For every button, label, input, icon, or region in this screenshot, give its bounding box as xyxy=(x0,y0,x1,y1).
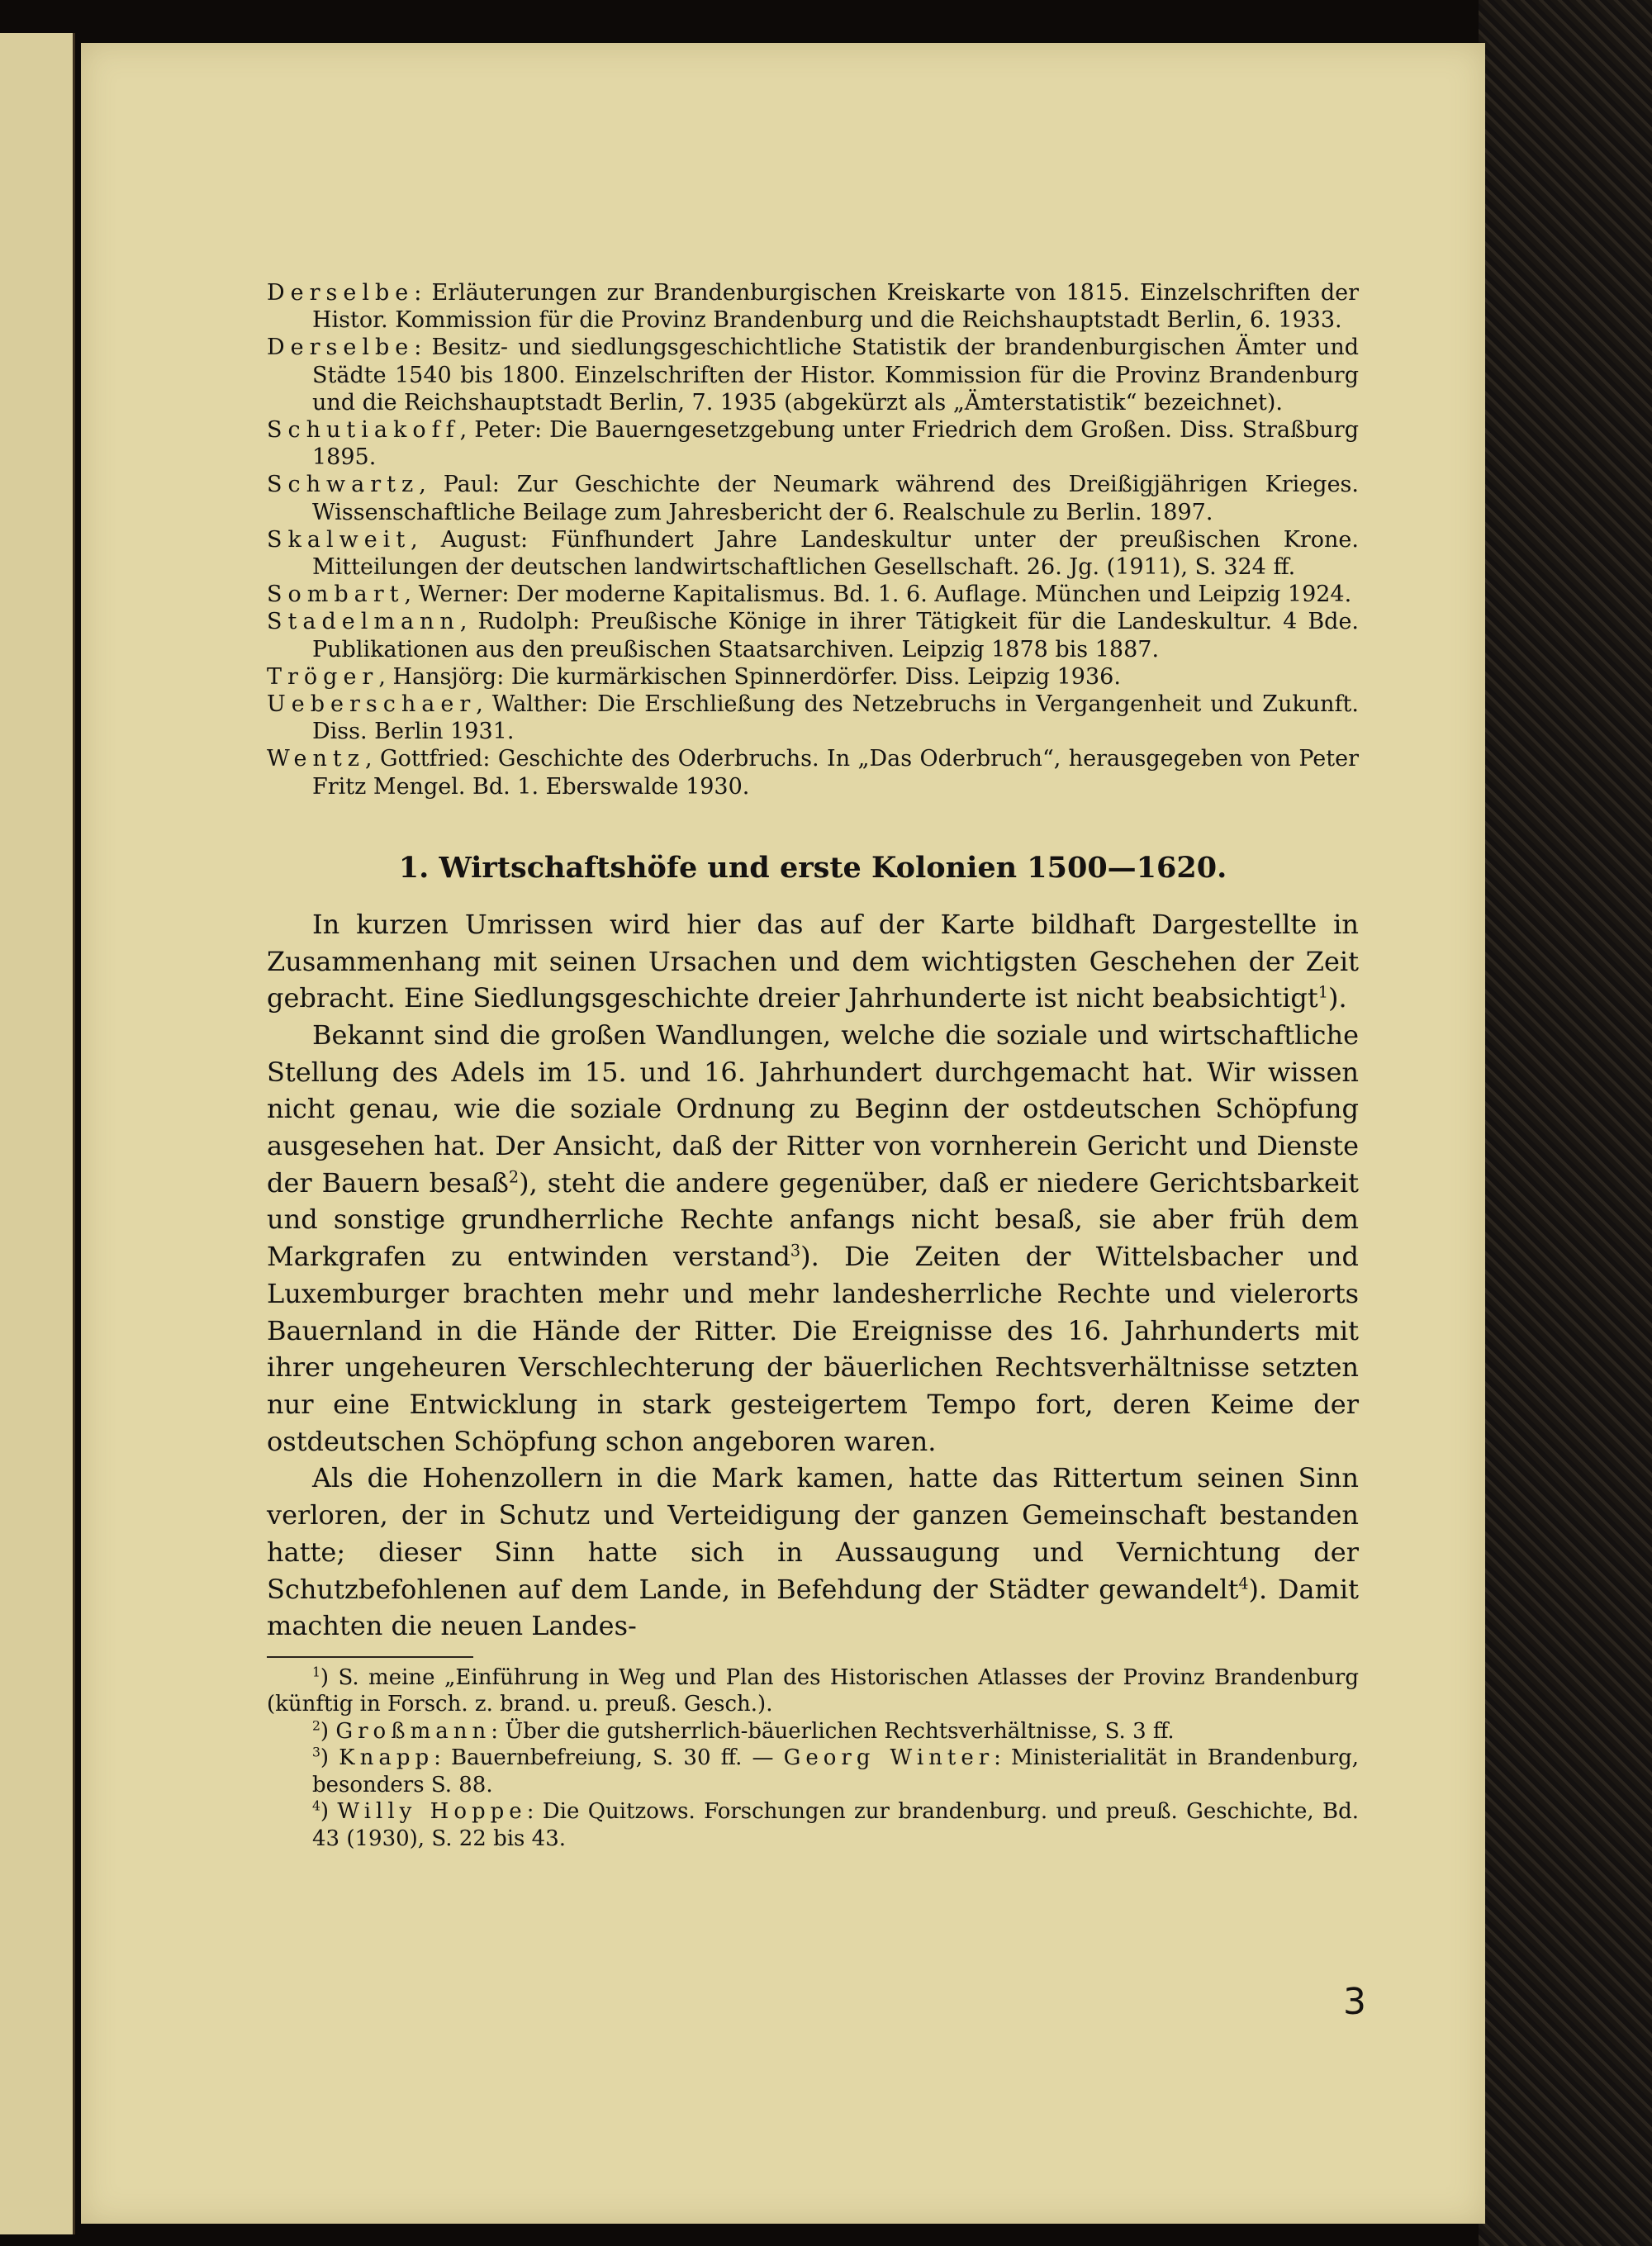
bibliography-entry xyxy=(267,581,1359,608)
paragraph-text: ). xyxy=(1327,982,1347,1014)
entry-author: Stadelmann xyxy=(267,609,460,635)
entry-text: , Walther: Die Erschließung des Netzebruchs in Vergangenheit und Zukunft. Diss. Berlin 1931. xyxy=(312,691,1359,745)
footnotes xyxy=(267,1664,1359,1853)
entry-text: , Hansjörg: Die kurmärkischen Spinnerdörfer. Diss. Leipzig 1936. xyxy=(378,663,1121,690)
footnote-ref: 3 xyxy=(790,1241,801,1261)
footnote-mark: 1 xyxy=(312,1664,320,1680)
paragraph-text: ), steht die andere gegenüber, daß er niedere Gerichtsbarkeit und sonstige grundherrliche Rechte anfangs nicht besaß, sie aber früh dem Markgrafen zu entwinden verstand xyxy=(267,1166,1360,1273)
entry-text: : Erläuterungen zur Brandenburgischen Kreiskarte von 1815. Einzelschriften der Histor. Kommission für die Provinz Brandenburg und die Reichshauptstadt Berlin, 6. 1933. xyxy=(312,280,1359,334)
entry-text: , Paul: Zur Geschichte der Neumark während des Dreißigjährigen Krieges. Wissenschaftliche Beilage zum Jahresbericht der 6. Realschule zu Berlin. 1897. xyxy=(312,472,1359,525)
page-number: 3 xyxy=(1343,1981,1366,2023)
footnote-author: Knapp xyxy=(339,1745,434,1771)
footnote-mark: 2 xyxy=(312,1718,320,1734)
bibliography-entry xyxy=(267,691,1359,745)
book-cover-edge xyxy=(1479,0,1652,2246)
paragraph xyxy=(267,906,1359,1017)
paragraph xyxy=(267,1017,1359,1460)
entry-author: Tröger xyxy=(267,663,379,690)
paragraph-text: ). Damit machten die neuen Landes- xyxy=(267,1573,1360,1642)
footnote-text: : Bauernbefreiung, S. 30 ff. — xyxy=(434,1745,784,1771)
entry-text: , Peter: Die Bauerngesetzgebung unter Friedrich dem Großen. Diss. Straßburg 1895. xyxy=(312,417,1359,471)
footnote-text: ) S. meine „Einführung in Weg und Plan des Historischen Atlasses der Provinz Brandenburg (künftig in Forsch. z. brand. u. preuß. Gesch.). xyxy=(267,1664,1359,1717)
entry-author: Derselbe xyxy=(267,280,415,306)
footnote-text: : Die Quitzows. Forschungen zur brandenburg. und preuß. Geschichte, Bd. 43 (1930), S. 22 bis 43. xyxy=(312,1799,1360,1851)
bibliography-entry xyxy=(267,416,1359,471)
entry-author: Schwartz xyxy=(267,472,420,498)
section-heading: 1. Wirtschaftshöfe und erste Kolonien 1500—1620. xyxy=(398,850,1227,885)
bibliography-entry xyxy=(267,526,1359,581)
bibliography-entry xyxy=(267,745,1359,800)
entry-author: Derselbe xyxy=(267,335,415,361)
entry-author: Sombart xyxy=(267,582,405,608)
entry-author: Wentz xyxy=(267,746,365,772)
footnote-author: Georg Winter xyxy=(783,1745,995,1771)
entry-text: , August: Fünfhundert Jahre Landeskultur unter der preußischen Krone. Mitteilungen der deutschen landwirtschaftlichen Gesellschaft. 26. Jg. (1911), S. 324 ff. xyxy=(312,526,1359,581)
bibliography-entry xyxy=(267,663,1359,691)
bibliography-entry xyxy=(267,608,1359,662)
footnote-author: Willy Hoppe xyxy=(337,1799,527,1825)
entry-text: , Werner: Der moderne Kapitalismus. Bd. 1. 6. Auflage. München und Leipzig 1924. xyxy=(404,582,1352,608)
paragraph xyxy=(267,1460,1359,1645)
footnote-ref: 1 xyxy=(1317,982,1328,1002)
paragraph-text: Bekannt sind die großen Wandlungen, welche die soziale und wirtschaftliche Stellung des Adels im 15. und 16. Jahrhundert durchgemacht hat. Wir wissen nicht genau, wie die soziale Ordnung zu Beginn der ostdeutschen Schöpfung ausgesehen hat. Der Ansicht, daß der Ritter von vornherein Gericht und Dienste der Bauern besaß xyxy=(267,1019,1359,1199)
bibliography-entry xyxy=(267,471,1359,525)
paragraph-text: Als die Hohenzollern in die Mark kamen, hatte das Rittertum seinen Sinn verloren, der in Schutz und Verteidigung der ganzen Gemeinschaft bestanden hatte; dieser Sinn hatte sich in Aussaugung und Vernichtung der Schutzbefohlenen auf dem Lande, in Befehdung der Städter gewandelt xyxy=(267,1462,1359,1605)
entry-text: , Gottfried: Geschichte des Oderbruchs. In „Das Oderbruch“, herausgegeben von Peter Fritz Mengel. Bd. 1. Eberswalde 1930. xyxy=(312,746,1359,800)
footnote-text: : Über die gutsherrlich-bäuerlichen Rechtsverhältnisse, S. 3 ff. xyxy=(491,1718,1175,1744)
bibliography-entry xyxy=(267,334,1359,416)
footnote-author: Großmann xyxy=(335,1718,491,1744)
bibliography-entry xyxy=(267,279,1359,334)
entry-author: Ueberschaer xyxy=(267,691,477,718)
footnote-mark: 3 xyxy=(312,1745,320,1760)
footnote-ref: 4 xyxy=(1238,1573,1249,1593)
footnote xyxy=(267,1664,1359,1718)
footnote-ref: 2 xyxy=(508,1167,520,1187)
entry-text: , Rudolph: Preußische Könige in ihrer Tätigkeit für die Landeskultur. 4 Bde. Publikationen aus den preußischen Staatsarchiven. Leipzig 1878 bis 1887. xyxy=(312,609,1359,662)
page-content xyxy=(267,279,1359,1852)
footnote-mark: 4 xyxy=(312,1798,320,1814)
footnote-text: : Ministerialität in Brandenburg, besonders S. 88. xyxy=(312,1745,1359,1797)
paragraph-text: ). Die Zeiten der Wittelsbacher und Luxemburger brachten mehr und mehr landesherrliche Rechte und vielerorts Bauernland in die Hände der Ritter. Die Ereignisse des 16. Jahrhunderts mit ihrer ungeheuren Verschlechterung der bäuerlichen Rechtsverhältnisse setzten nur eine Entwicklung in stark gesteigertem Tempo fort, deren Keime der ostdeutschen Schöpfung schon angeboren waren. xyxy=(267,1241,1360,1457)
footnote: $^4$) Willy Hoppe: Die Quitzows. Forschungen zur brandenburg. und preuß. Geschichte, Bd. 43 (1930), S. 22 bis 43. xyxy=(312,1798,1360,1851)
body-text xyxy=(267,906,1359,1645)
footnote-divider xyxy=(267,1656,473,1658)
entry-text: : Besitz- und siedlungsgeschichtliche Statistik der brandenburgischen Ämter und Städte 1540 bis 1800. Einzelschriften der Histor. Kommission für die Provinz Brandenburg und die Reichshauptstadt Berlin, 7. 1935 (abgekürzt als „Ämterstatistik“ bezeichnet). xyxy=(312,335,1359,415)
book-page xyxy=(81,43,1485,2224)
footnote: $^2$) Großmann: Über die gutsherrlich-bäuerlichen Rechtsverhältnisse, S. 3 ff. xyxy=(312,1718,1175,1744)
bibliography-list xyxy=(267,279,1359,800)
paragraph-text: In kurzen Umrissen wird hier das auf der Karte bildhaft Dargestellte in Zusammenhang mit seinen Ursachen und dem wichtigsten Geschehen der Zeit gebracht. Eine Siedlungsgeschichte dreier Jahrhunderte ist nicht beabsichtigt xyxy=(267,908,1359,1014)
left-page-edge xyxy=(0,33,75,2234)
entry-author: Skalweit xyxy=(267,526,411,553)
entry-author: Schutiakoff xyxy=(267,417,460,444)
footnote: $^3$) Knapp: Bauernbefreiung, S. 30 ff. — Georg Winter: Ministerialität in Brandenburg, besonders S. 88. xyxy=(312,1745,1359,1797)
